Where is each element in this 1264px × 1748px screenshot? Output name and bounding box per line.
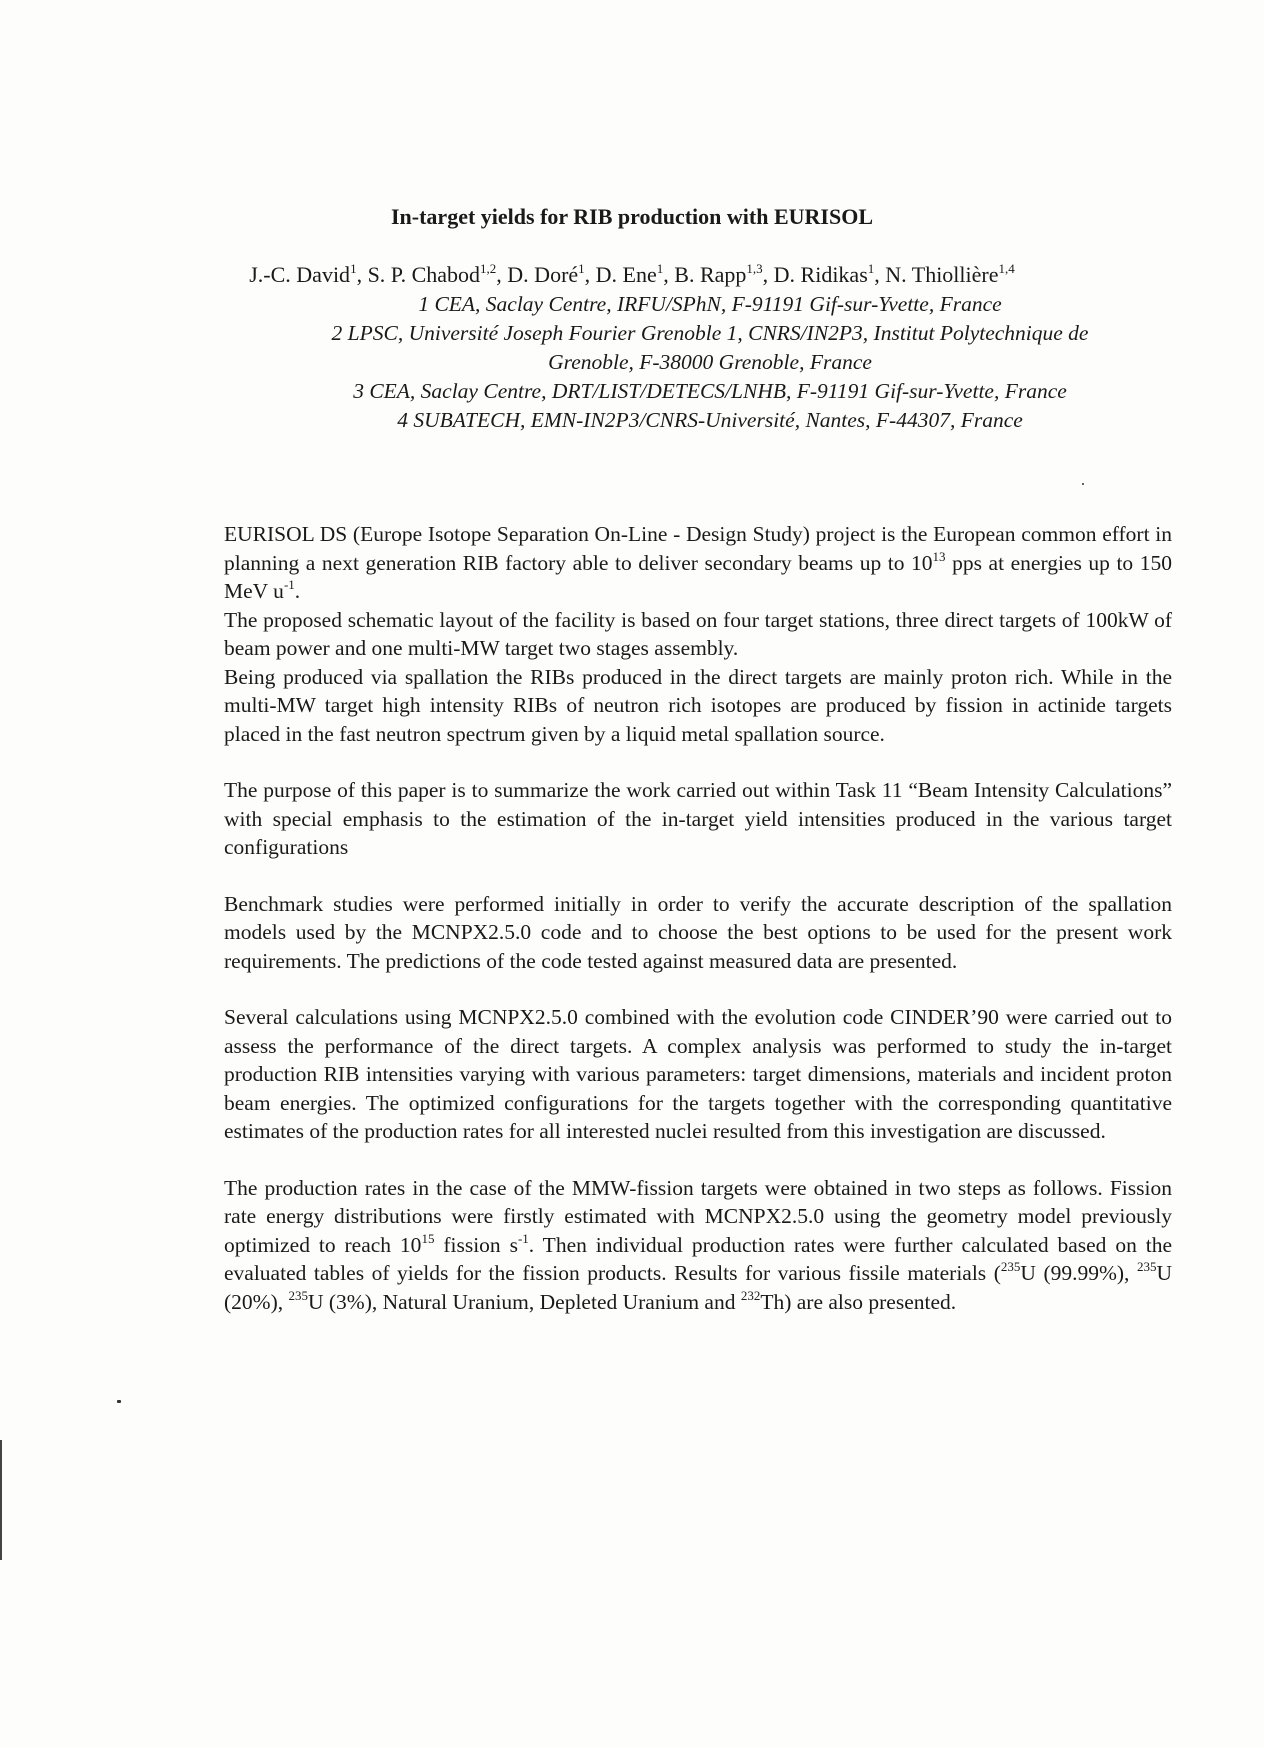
paragraph-spallation: Being produced via spallation the RIBs produced in the direct targets are mainly proton rich. While in the multi-MW target high intensity RIBs of neutron rich isotopes are produced by fission in actinide targets placed in the fast neutron spectrum given by a liquid metal spallation source. [224,664,1172,746]
scan-edge-mark [0,1440,2,1560]
paragraph-calculations: Several calculations using MCNPX2.5.0 combined with the evolution code CINDER’90 were carried out to assess the performance of the direct targets. A complex analysis was performed to study the in-target production RIB intensities varying with various parameters: target dimensions, materials and incident proton beam energies. The optimized configurations for the targets together with the corresponding quantitative estimates of the production rates for all interested nuclei resulted from this investigation are discussed. [224,1005,1172,1143]
superscript: 15 [421,1230,435,1246]
author-name: D. Ridikas [773,262,868,287]
author-affiliation-mark: 1 [867,261,875,276]
paragraph-fission [224,1174,1172,1317]
superscript: -1 [517,1230,529,1246]
author-affiliation-mark: 1,2 [480,261,497,276]
paper-title: In-target yields for RIB production with EURISOL [390,204,873,229]
scan-speck [1082,483,1084,485]
paragraph-layout: The proposed schematic layout of the facility is based on four target stations, three direct targets of 100kW of beam power and one multi-MW target two stages assembly. [224,607,1172,660]
superscript: -1 [283,577,295,592]
affiliation-line: 2 LPSC, Université Joseph Fourier Grenoble 1, CNRS/IN2P3, Institut Polytechnique de [331,321,1089,345]
paragraph-purpose: The purpose of this paper is to summarize the work carried out within Task 11 “Beam Intensity Calculations” with special emphasis to the estimation of the in-target yield intensities produced in the various target configurations [224,778,1172,859]
affiliation-line: 1 CEA, Saclay Centre, IRFU/SPhN, F-91191 Gif-sur-Yvette, France [418,292,1002,316]
text-run: The production rates in the case of the MMW-fission targets were obtained in two steps as follows. Fission rate energy distributions were firstly estimated with MCNPX2.5.0 using the geometry model previously optimized to reach 10 [224,1175,1172,1257]
author-affiliation-mark: 1 [350,261,357,276]
paragraph-intro [224,520,1172,606]
text-run: U (20%), [224,1261,1172,1314]
author-name: N. Thiollière [885,262,999,287]
author-affiliation-mark: 1 [656,261,664,276]
text-run: pps at energies up to 150 MeV u [224,550,1172,603]
superscript: 235 [1136,1259,1157,1274]
text-run: U (99.99%), [1020,1261,1137,1285]
author-list: J.-C. David$^1$, S. P. Chabod$^{1,2}$, D. Doré$^1$, D. Ene$^1$, B. Rapp$^{1,3}$, D. Ridikas$^1$, N. Thiollière$^{1,4}$ [249,261,1015,287]
text-run: EURISOL DS (Europe Isotope Separation On-Line - Design Study) project is the European common effort in planning a next generation RIB factory able to deliver secondary beams up to 10 [224,522,1172,575]
affiliation-line: Grenoble, F-38000 Grenoble, France [548,350,872,374]
superscript: 235 [288,1287,308,1303]
text-run: Th) are also presented. [760,1289,957,1314]
author-affiliation-mark: 1 [578,261,585,276]
affiliation-list [200,290,1220,435]
superscript: 232 [740,1287,761,1303]
affiliation-line: 3 CEA, Saclay Centre, DRT/LIST/DETECS/LNHB, F-91191 Gif-sur-Yvette, France [353,379,1067,403]
author-affiliation-mark: 1,3 [746,261,763,276]
superscript: 235 [1000,1259,1021,1274]
author-name: J.-C. David [249,262,351,287]
author-name: B. Rapp [674,262,747,287]
author-name: D. Ene [595,262,657,287]
paragraph-benchmark: Benchmark studies were performed initially in order to verify the accurate description of the spallation models used by the MCNPX2.5.0 code and to choose the best options to be used for the present work requirements. The predictions of the code tested against measured data are presented. [224,891,1172,973]
author-name: D. Doré [507,262,579,287]
author-name: S. P. Chabod [367,262,481,287]
text-run: fission s [434,1232,518,1257]
text-run: . Then individual production rates were further calculated based on the evaluated tables of yields for the fission products. Results for various fissile materials ( [224,1232,1172,1285]
abstract-body [224,520,1172,1316]
text-run: U (3%), Natural Uranium, Depleted Uranium and [307,1289,741,1314]
text-run: . [294,579,301,603]
superscript: 13 [932,548,946,564]
author-affiliation-mark: 1,4 [998,261,1015,276]
scan-speck [117,1400,121,1403]
affiliation-line: 4 SUBATECH, EMN-IN2P3/CNRS-Université, Nantes, F-44307, France [397,408,1023,432]
